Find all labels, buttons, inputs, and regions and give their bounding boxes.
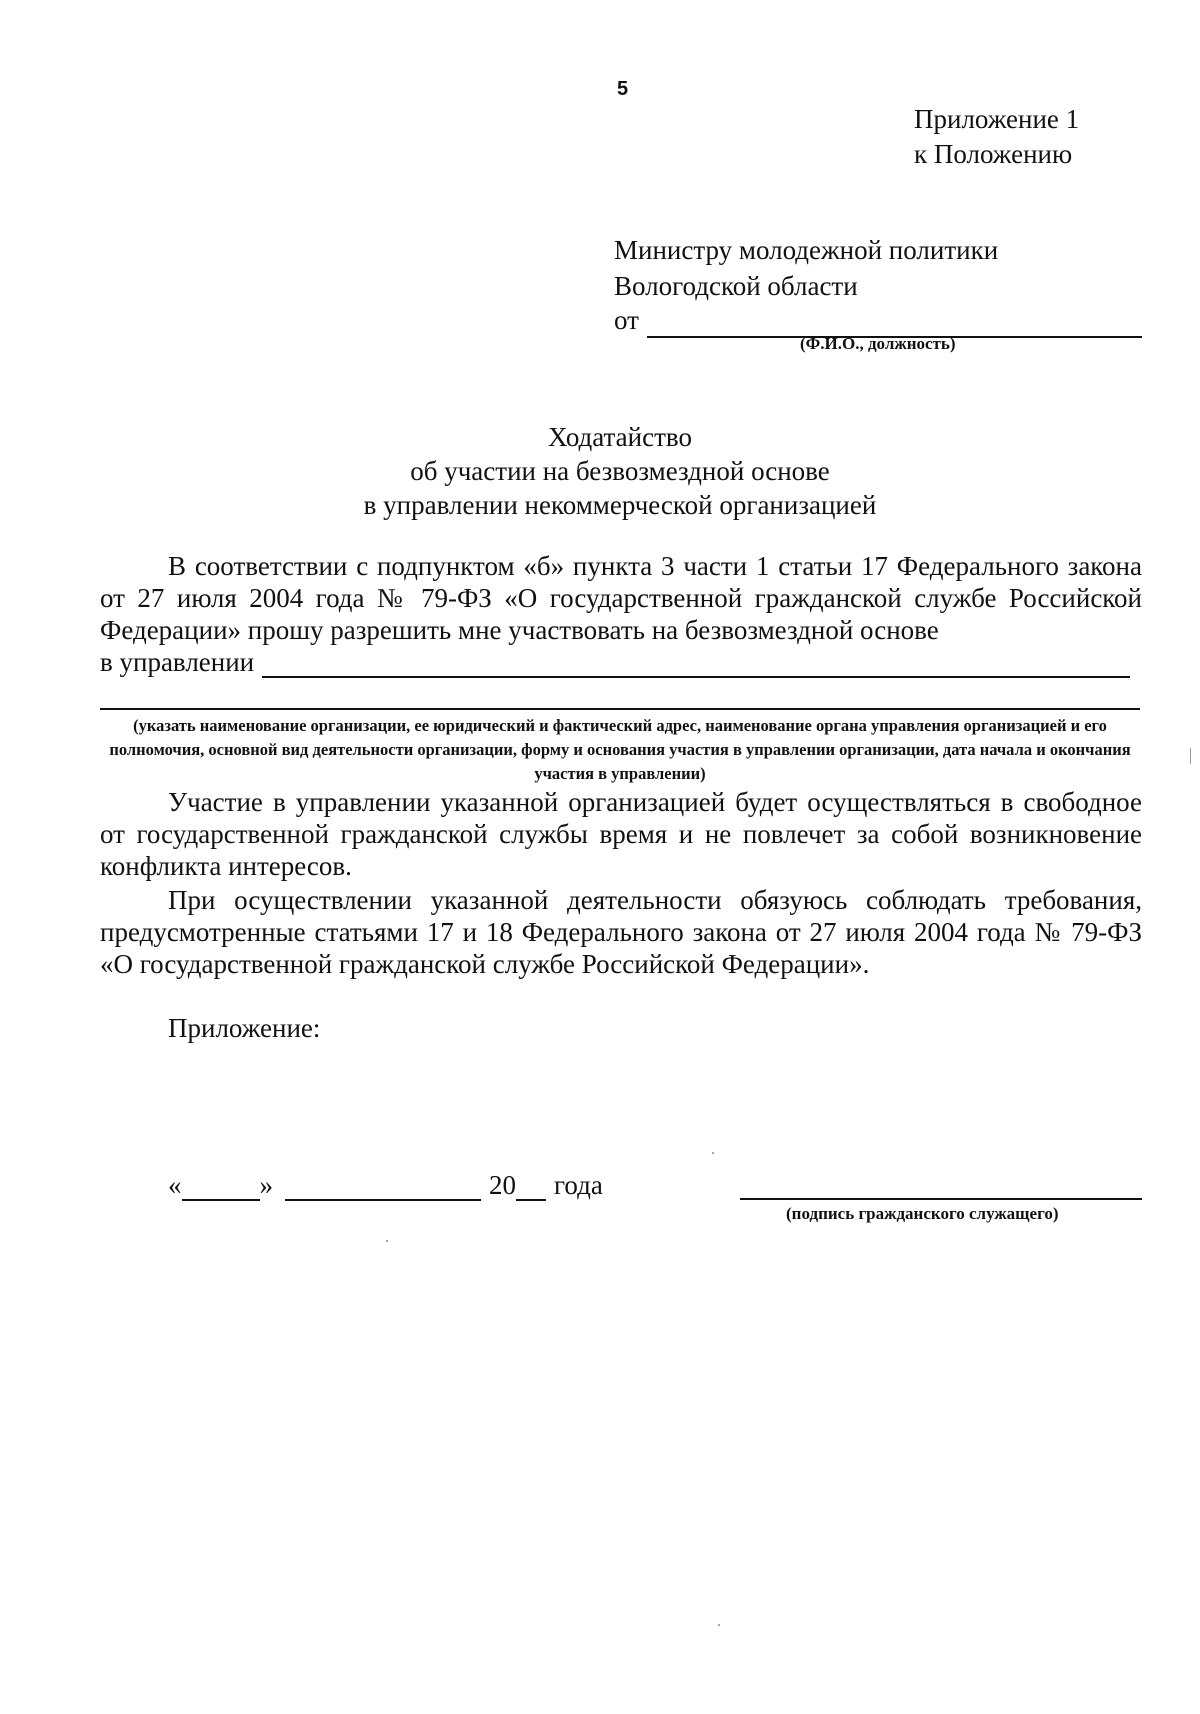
scan-speck (386, 1240, 388, 1242)
date-close-quote: » (259, 1170, 273, 1200)
appendix-line1: Приложение 1 (914, 104, 1080, 134)
paragraph-participation: Участие в управлении указанной организацией будет осуществляться в свободное от государственной гражданской службы время и не повлечет за собой возникновение конфликта интересов. (100, 787, 1142, 881)
day-blank (182, 1175, 260, 1201)
from-label: от (614, 305, 639, 335)
appendix-reference (914, 102, 1079, 172)
from-field (614, 302, 1142, 338)
management-label: в управлении (100, 647, 255, 677)
year-blank (516, 1175, 546, 1201)
organization-caption: (указать наименование организации, ее юридический и фактический адрес, наименование органа управления организацией и его полномочия, основной вид деятельности организации, форму и основания участия в управлении организации, дата начала и окончания участия в управлении) (109, 716, 1131, 783)
addressee-line1: Министру молодежной политики (614, 235, 999, 265)
date-open-quote: « (168, 1170, 182, 1200)
title-line1: Ходатайство (548, 422, 692, 452)
document-title (0, 420, 1200, 522)
attachment-label: Приложение: (168, 1013, 321, 1043)
scan-speck (718, 1624, 720, 1626)
addressee-line2: Вологодской области (614, 271, 858, 301)
title-line2: об участии на безвозмездной основе (410, 456, 830, 486)
management-blank-line (262, 652, 1130, 678)
month-blank (285, 1175, 481, 1201)
signature-caption: (подпись гражданского служащего) (786, 1204, 1059, 1223)
page-number: 5 (617, 78, 629, 100)
title-line3: в управлении некоммерческой организацией (363, 490, 877, 520)
year-prefix: 20 (489, 1170, 516, 1200)
paragraph-request: В соответствии с подпунктом «б» пункта 3 части 1 статьи 17 Федерального закона от 27 июля 2004 года № 79-ФЗ «О государственной гражданской службе Российской Федерации» прошу разрешить мне участвовать на безвозмездной основе (100, 551, 1142, 645)
signature-line (740, 1198, 1142, 1200)
year-suffix: года (554, 1170, 603, 1200)
management-field (100, 646, 1130, 678)
paragraph-obligation: При осуществлении указанной деятельности обязуюсь соблюдать требования, предусмотренные статьями 17 и 18 Федерального закона от 27 июля 2004 года № 79-ФЗ «О государственной гражданской службе Российской Федерации». (100, 885, 1142, 979)
fio-caption: (Ф.И.О., должность) (800, 334, 956, 353)
margin-mark (1190, 748, 1191, 764)
appendix-line2: к Положению (914, 139, 1073, 169)
organization-blank-line (100, 708, 1140, 710)
date-field (168, 1170, 603, 1201)
scan-speck (712, 1152, 714, 1154)
addressee-block (614, 232, 998, 304)
